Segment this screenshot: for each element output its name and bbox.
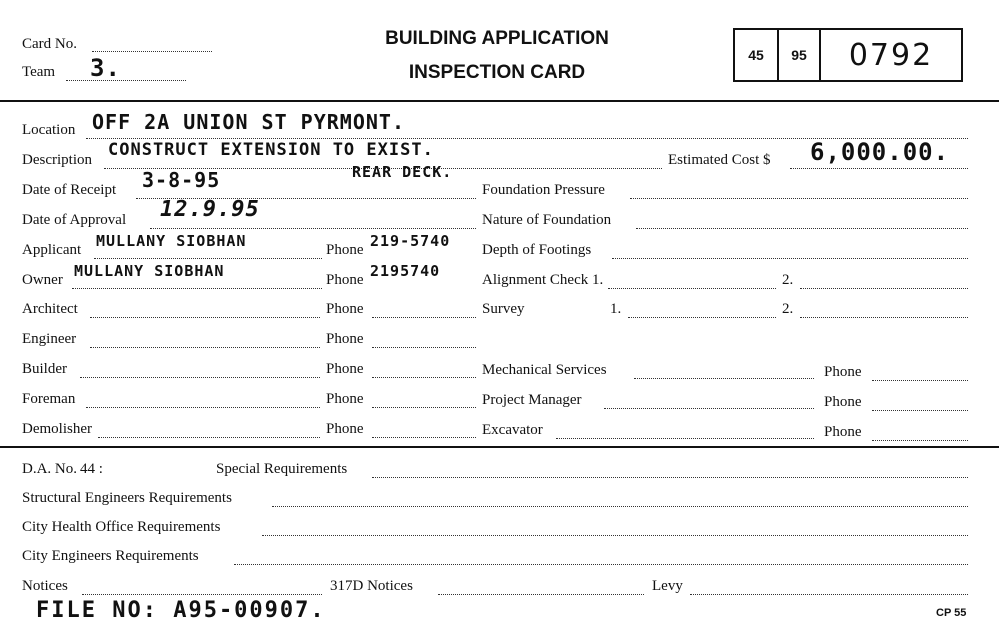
builder-label: Builder: [22, 361, 67, 377]
city-health-office-field[interactable]: [262, 521, 968, 536]
survey-1-field[interactable]: [628, 303, 776, 318]
special-requirements-label: Special Requirements: [216, 461, 348, 477]
project-manager-label: Project Manager: [482, 392, 582, 408]
da-no-value: 44 :: [80, 461, 103, 477]
demolisher-phone-field[interactable]: [372, 423, 476, 438]
architect-phone-label: Phone: [326, 301, 364, 317]
owner-phone-label: Phone: [326, 272, 364, 288]
structural-engineers-label: Structural Engineers Requirements: [22, 490, 232, 506]
excavator-phone-field[interactable]: [872, 426, 968, 441]
foreman-field[interactable]: [86, 393, 320, 408]
foreman-label: Foreman: [22, 391, 76, 407]
description-label: Description: [22, 152, 92, 168]
survey-1-label: 1.: [610, 301, 622, 317]
mechanical-services-phone-label: Phone: [824, 364, 862, 380]
excavator-field[interactable]: [556, 424, 814, 439]
mechanical-services-phone-field[interactable]: [872, 366, 968, 381]
foreman-phone-label: Phone: [326, 391, 364, 407]
nature-of-foundation-label: Nature of Foundation: [482, 212, 612, 228]
date-of-approval-label: Date of Approval: [22, 212, 127, 228]
demolisher-label: Demolisher: [22, 421, 92, 437]
alignment-check-2-label: 2.: [782, 272, 794, 288]
demolisher-field[interactable]: [98, 423, 320, 438]
engineer-phone-field[interactable]: [372, 333, 476, 348]
foundation-pressure-label: Foundation Pressure: [482, 182, 605, 198]
applicant-value: MULLANY SIOBHAN: [96, 232, 247, 250]
date-of-receipt-value: 3-8-95: [142, 168, 221, 192]
depth-of-footings-field[interactable]: [612, 244, 968, 259]
location-value: OFF 2A UNION ST PYRMONT.: [92, 110, 405, 134]
form-code: CP 55: [936, 607, 967, 619]
form-title-line1: BUILDING APPLICATION: [385, 28, 609, 49]
depth-of-footings-label: Depth of Footings: [482, 242, 592, 258]
engineer-label: Engineer: [22, 331, 77, 347]
mechanical-services-label: Mechanical Services: [482, 362, 607, 378]
applicant-label: Applicant: [22, 242, 82, 258]
date-of-approval-value: 12.9.95: [160, 197, 260, 222]
notices-field[interactable]: [82, 580, 322, 595]
excavator-phone-label: Phone: [824, 424, 862, 440]
form-title-line2: INSPECTION CARD: [408, 62, 586, 83]
section-divider: [0, 446, 999, 448]
description-value-line2: REAR DECK.: [352, 163, 453, 181]
applicant-phone-value: 219-5740: [370, 232, 451, 250]
file-no-value: FILE NO: A95-00907.: [36, 598, 326, 623]
city-engineers-label: City Engineers Requirements: [22, 548, 199, 564]
architect-phone-field[interactable]: [372, 303, 476, 318]
notices-label: Notices: [22, 578, 68, 594]
mechanical-services-field[interactable]: [634, 364, 814, 379]
foundation-pressure-field[interactable]: [630, 184, 968, 199]
date-of-receipt-label: Date of Receipt: [22, 182, 117, 198]
architect-label: Architect: [22, 301, 78, 317]
owner-value: MULLANY SIOBHAN: [74, 262, 225, 280]
alignment-check-label: Alignment Check 1.: [482, 272, 604, 288]
applicant-phone-label: Phone: [326, 242, 364, 258]
card-no-label: Card No.: [22, 36, 77, 52]
engineer-field[interactable]: [90, 333, 320, 348]
city-health-office-label: City Health Office Requirements: [22, 519, 221, 535]
team-value: 3.: [90, 54, 121, 82]
da-no-label: D.A. No.: [22, 461, 77, 477]
levy-field[interactable]: [690, 580, 968, 595]
city-engineers-field[interactable]: [234, 550, 968, 565]
card-number-cell-2: 95: [779, 30, 821, 80]
levy-label: Levy: [652, 578, 683, 594]
notices-317d-field[interactable]: [438, 580, 644, 595]
header-divider: [0, 100, 999, 102]
alignment-check-2-field[interactable]: [800, 274, 968, 289]
survey-2-label: 2.: [782, 301, 794, 317]
owner-phone-value: 2195740: [370, 262, 441, 280]
estimated-cost-value: 6,000.00.: [810, 138, 950, 166]
foreman-phone-field[interactable]: [372, 393, 476, 408]
demolisher-phone-label: Phone: [326, 421, 364, 437]
team-label: Team: [22, 64, 56, 80]
card-no-field[interactable]: [92, 37, 212, 52]
project-manager-field[interactable]: [604, 394, 814, 409]
builder-phone-field[interactable]: [372, 363, 476, 378]
alignment-check-1-field[interactable]: [608, 274, 776, 289]
card-number-box: [733, 28, 963, 82]
project-manager-phone-label: Phone: [824, 394, 862, 410]
notices-317d-label: 317D Notices: [330, 578, 413, 594]
engineer-phone-label: Phone: [326, 331, 364, 347]
architect-field[interactable]: [90, 303, 320, 318]
card-number: 0792: [848, 37, 934, 73]
builder-field[interactable]: [80, 363, 320, 378]
location-label: Location: [22, 122, 76, 138]
estimated-cost-label: Estimated Cost $: [668, 152, 771, 168]
card-number-cell-1: 45: [735, 30, 779, 80]
owner-label: Owner: [22, 272, 63, 288]
survey-2-field[interactable]: [800, 303, 968, 318]
team-field[interactable]: [66, 66, 186, 81]
builder-phone-label: Phone: [326, 361, 364, 377]
description-value: CONSTRUCT EXTENSION TO EXIST.: [108, 140, 434, 160]
survey-label: Survey: [482, 301, 525, 317]
nature-of-foundation-field[interactable]: [636, 214, 968, 229]
excavator-label: Excavator: [482, 422, 543, 438]
special-requirements-field[interactable]: [372, 463, 968, 478]
structural-engineers-field[interactable]: [272, 492, 968, 507]
project-manager-phone-field[interactable]: [872, 396, 968, 411]
